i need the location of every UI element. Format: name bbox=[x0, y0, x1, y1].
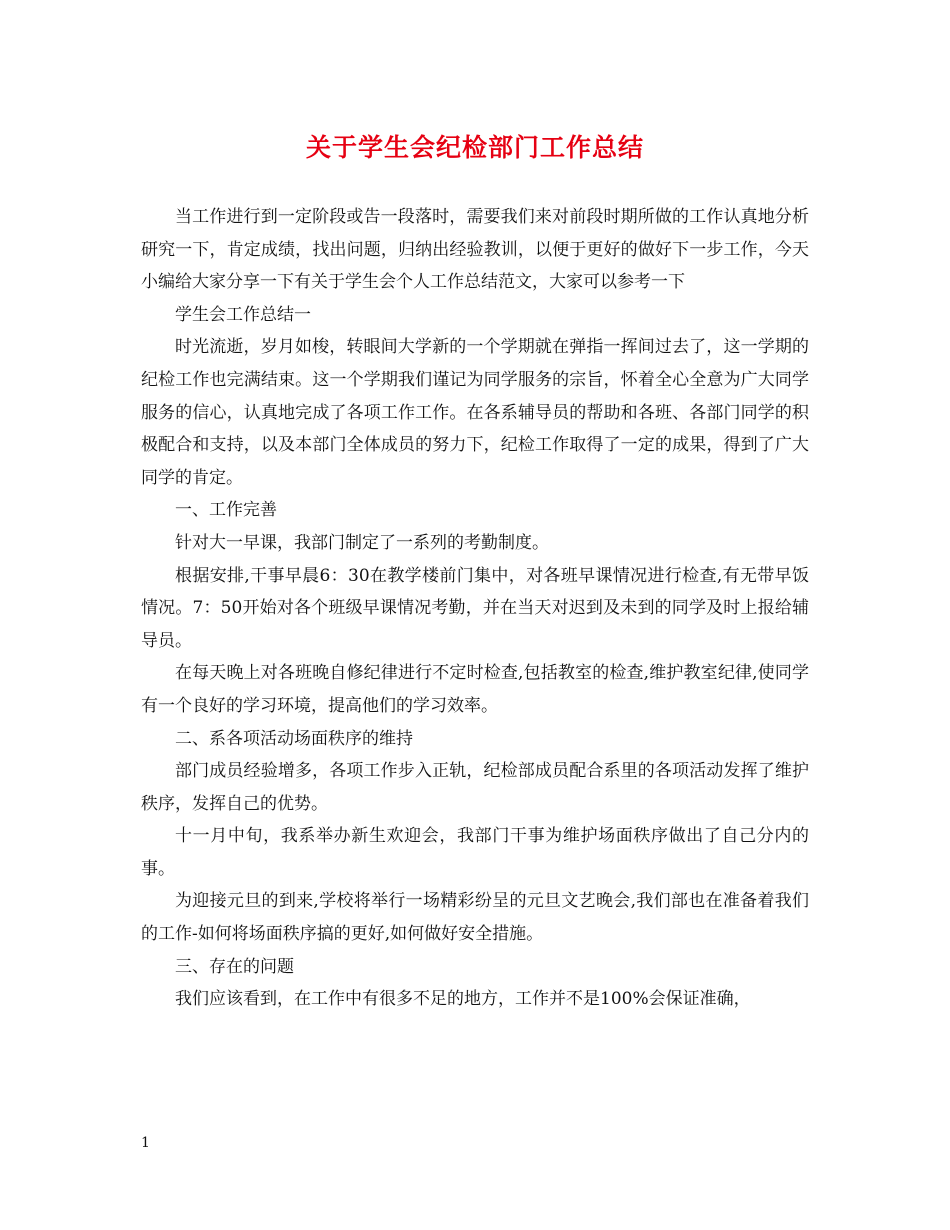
body-paragraph: 根据安排,干事早晨6：30在教学楼前门集中，对各班早课情况进行检查,有无带早饭情况。7：50开始对各个班级早课情况考勤，并在当天对迟到及未到的同学及时上报给辅导员。 bbox=[141, 565, 809, 651]
section-heading-existing-problems: 三、存在的问题 bbox=[175, 956, 294, 977]
document-title: 关于学生会纪检部门工作总结 bbox=[305, 133, 644, 162]
section-heading-summary-one: 学生会工作总结一 bbox=[175, 304, 311, 325]
body-paragraph: 为迎接元旦的到来,学校将举行一场精彩纷呈的元旦文艺晚会,我们部也在准备着我们的工作-如何将场面秩序搞的更好,如何做好安全措施。 bbox=[141, 891, 809, 945]
body-paragraph: 部门成员经验增多，各项工作步入正轨，纪检部成员配合系里的各项活动发挥了维护秩序，发挥自己的优势。 bbox=[141, 761, 809, 814]
document-body bbox=[141, 201, 809, 1016]
body-paragraph: 我们应该看到，在工作中有很多不足的地方，工作并不是100%会保证准确， bbox=[175, 989, 751, 1010]
section-heading-work-improvement: 一、工作完善 bbox=[175, 500, 277, 521]
body-paragraph: 针对大一早课，我部门制定了一系列的考勤制度。 bbox=[175, 532, 549, 553]
body-paragraph: 在每天晚上对各班晚自修纪律进行不定时检查,包括教室的检查,维护教室纪律,使同学有一个良好的学习环境，提高他们的学习效率。 bbox=[141, 663, 809, 716]
intro-paragraph: 当工作进行到一定阶段或告一段落时，需要我们来对前段时期所做的工作认真地分析研究一下，肯定成绩，找出问题，归纳出经验教训，以便于更好的做好下一步工作，今天小编给大家分享一下有关于学生会个人工作总结范文，大家可以参考一下 bbox=[141, 207, 809, 293]
body-paragraph: 时光流逝，岁月如梭，转眼间大学新的一个学期就在弹指一挥间过去了，这一学期的纪检工作也完满结束。这一个学期我们谨记为同学服务的宗旨，怀着全心全意为广大同学服务的信心，认真地完成了各项工作工作。在各系辅导员的帮助和各班、各部门同学的积极配合和支持，以及本部门全体成员的努力下，纪检工作取得了一定的成果，得到了广大同学的肯定。 bbox=[141, 337, 809, 488]
section-heading-order-maintenance: 二、系各项活动场面秩序的维持 bbox=[175, 728, 413, 749]
page-number: 1 bbox=[141, 1135, 150, 1151]
body-paragraph: 十一月中旬，我系举办新生欢迎会，我部门干事为维护场面秩序做出了自己分内的事。 bbox=[141, 826, 809, 879]
